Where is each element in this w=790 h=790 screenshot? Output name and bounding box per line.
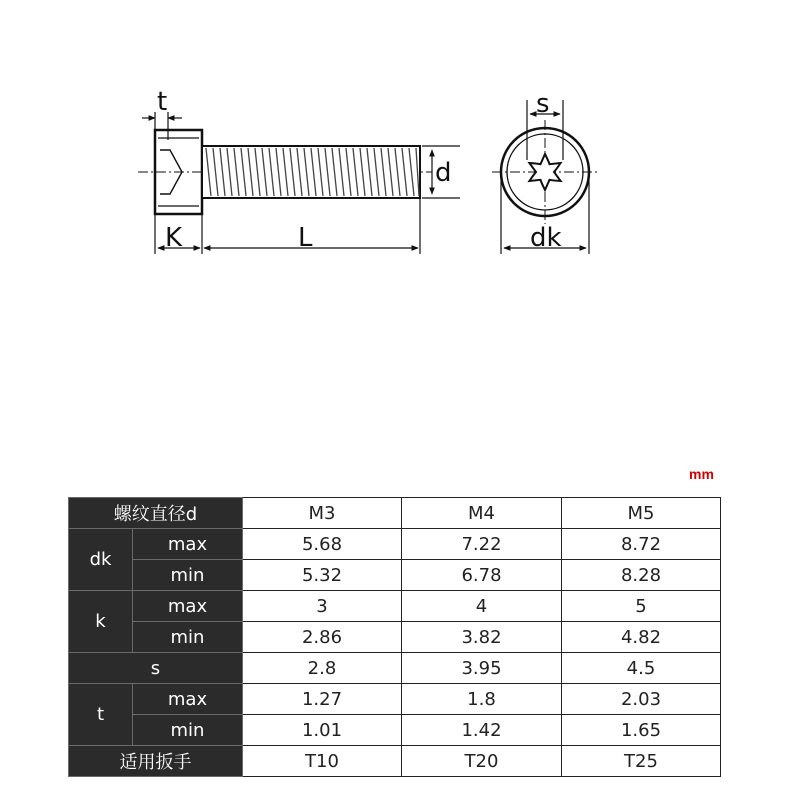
table-cell: 4.5 bbox=[562, 653, 721, 684]
header-m3: M3 bbox=[243, 498, 402, 529]
table-row bbox=[69, 622, 721, 653]
table-cell: T10 bbox=[243, 746, 402, 777]
table-cell: 5.32 bbox=[243, 560, 402, 591]
header-m4: M4 bbox=[402, 498, 562, 529]
table-cell: 6.78 bbox=[402, 560, 562, 591]
table-cell: T25 bbox=[562, 746, 721, 777]
table-row bbox=[69, 591, 721, 622]
screw-drawing bbox=[0, 0, 790, 320]
screw-side-view bbox=[138, 130, 432, 214]
table-cell: 1.01 bbox=[243, 715, 402, 746]
label-d: d bbox=[435, 158, 452, 188]
table-row bbox=[69, 684, 721, 715]
label-L: L bbox=[298, 223, 313, 253]
sub-label-min: min bbox=[133, 715, 243, 746]
label-s: s bbox=[536, 89, 550, 119]
row-label-wrench: 适用扳手 bbox=[69, 746, 243, 777]
table-cell: 2.03 bbox=[562, 684, 721, 715]
row-label-dk: dk bbox=[69, 529, 133, 591]
table-row bbox=[69, 715, 721, 746]
table-cell: 1.65 bbox=[562, 715, 721, 746]
table-cell: T20 bbox=[402, 746, 562, 777]
table-row bbox=[69, 498, 721, 529]
table-cell: 8.28 bbox=[562, 560, 721, 591]
table-cell: 3.95 bbox=[402, 653, 562, 684]
table-cell: 2.86 bbox=[243, 622, 402, 653]
sub-label-max: max bbox=[133, 529, 243, 560]
table-cell: 1.27 bbox=[243, 684, 402, 715]
sub-label-max: max bbox=[133, 684, 243, 715]
row-label-k: k bbox=[69, 591, 133, 653]
table-cell: 7.22 bbox=[402, 529, 562, 560]
table-cell: 5 bbox=[562, 591, 721, 622]
table-cell: 4.82 bbox=[562, 622, 721, 653]
table-cell: 1.42 bbox=[402, 715, 562, 746]
table-cell: 3 bbox=[243, 591, 402, 622]
table-cell: 4 bbox=[402, 591, 562, 622]
row-label-s: s bbox=[69, 653, 243, 684]
table-cell: 5.68 bbox=[243, 529, 402, 560]
header-thread-diameter: 螺纹直径d bbox=[69, 498, 243, 529]
table-row bbox=[69, 653, 721, 684]
sub-label-min: min bbox=[133, 622, 243, 653]
screw-end-view bbox=[492, 120, 598, 224]
label-t: t bbox=[157, 87, 168, 117]
table-row bbox=[69, 529, 721, 560]
table-row bbox=[69, 746, 721, 777]
table-cell: 3.82 bbox=[402, 622, 562, 653]
table-row bbox=[69, 560, 721, 591]
header-m5: M5 bbox=[562, 498, 721, 529]
sub-label-max: max bbox=[133, 591, 243, 622]
sub-label-min: min bbox=[133, 560, 243, 591]
spec-table bbox=[68, 497, 721, 777]
unit-label: mm bbox=[689, 466, 714, 482]
table-cell: 8.72 bbox=[562, 529, 721, 560]
table-cell: 2.8 bbox=[243, 653, 402, 684]
label-dk: dk bbox=[530, 223, 562, 253]
label-K: K bbox=[165, 223, 183, 253]
table-cell: 1.8 bbox=[402, 684, 562, 715]
row-label-t: t bbox=[69, 684, 133, 746]
